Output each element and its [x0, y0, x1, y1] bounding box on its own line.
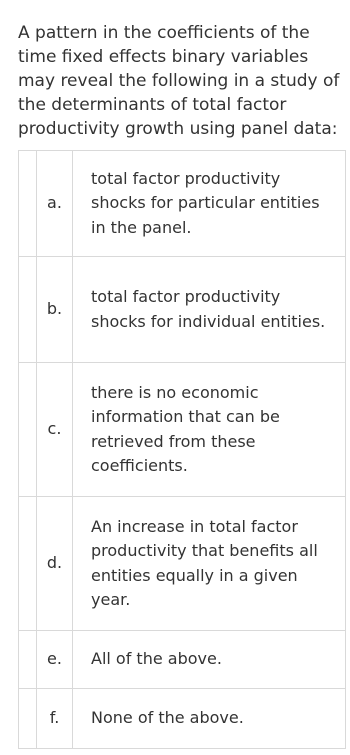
option-text-a: total factor productivity shocks for particular entities in the panel.: [91, 168, 320, 237]
option-spacer-cell: [19, 257, 37, 363]
option-letter-e: e.: [37, 631, 73, 689]
option-text-cell-a: [73, 151, 346, 257]
option-text-f: None of the above.: [91, 708, 244, 728]
option-text-e: All of the above.: [91, 649, 222, 669]
option-letter-f: f.: [37, 689, 73, 749]
option-text-cell-f: [73, 689, 346, 749]
option-row-f[interactable]: [19, 689, 346, 749]
option-spacer-cell: [19, 631, 37, 689]
option-text-d: An increase in total factor productivity that benefits all entities equally in a given year.: [91, 516, 318, 609]
option-text-b: total factor productivity shocks for individual entities.: [91, 287, 326, 331]
option-row-e[interactable]: [19, 631, 346, 689]
answer-options-table: [18, 150, 346, 749]
option-letter-d: d.: [37, 497, 73, 631]
option-text-c: there is no economic information that can be retrieved from these coefficients.: [91, 382, 280, 475]
option-row-d[interactable]: [19, 497, 346, 631]
option-text-cell-b: [73, 257, 346, 363]
option-text-cell-d: [73, 497, 346, 631]
option-spacer-cell: [19, 151, 37, 257]
option-text-cell-e: [73, 631, 346, 689]
option-spacer-cell: [19, 363, 37, 497]
option-letter-c: c.: [37, 363, 73, 497]
option-spacer-cell: [19, 689, 37, 749]
option-text-cell-c: [73, 363, 346, 497]
option-row-c[interactable]: [19, 363, 346, 497]
option-letter-b: b.: [37, 257, 73, 363]
option-row-b[interactable]: [19, 257, 346, 363]
option-letter-a: a.: [37, 151, 73, 257]
option-row-a[interactable]: [19, 151, 346, 257]
option-spacer-cell: [19, 497, 37, 631]
question-text: A pattern in the coefficients of the time fixed effects binary variables may reveal the following in a study of the determinants of total factor productivity growth using panel data:: [18, 23, 340, 139]
